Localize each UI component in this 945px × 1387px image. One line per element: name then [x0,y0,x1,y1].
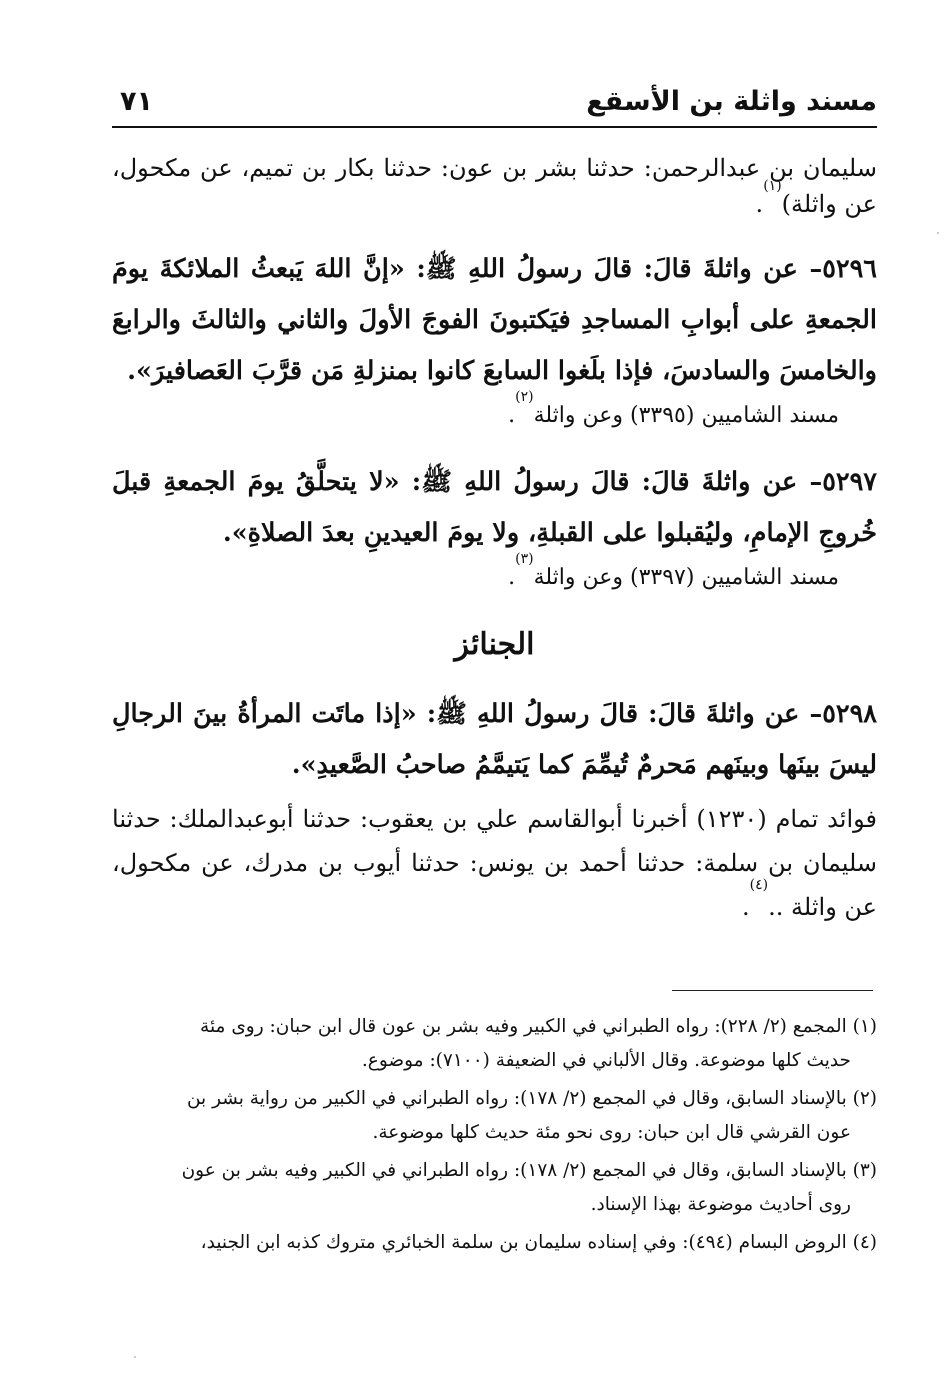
footnote-text: الروض البسام (٤٩٤): وفي إسناده سليمان بن سلمة الخبائري متروك كذبه ابن الجنيد، [200,1232,847,1253]
footnote-1 [112,1010,877,1078]
footnote-ref-4[interactable]: (٤) [749,877,769,893]
scan-speck [134,1356,136,1358]
main-text [112,150,877,929]
source-text: فوائد تمام (١٢٣٠) أخبرنا أبوالقاسم علي بن يعقوب: حدثنا أبوعبدالملك: حدثنا سليمان بن سلمة: حدثنا أحمد بن يونس: حدثنا أيوب بن مدرك، عن مكحول، عن واثلة .. [112,805,877,921]
hadith-source [112,389,839,435]
intro-paragraph [112,150,877,222]
footnote-text: بالإسناد السابق، وقال في المجمع (٢/ ١٧٨): رواه الطبراني في الكبير من رواية بشر بن [186,1088,847,1109]
footnote-marker: (١) [852,1016,877,1037]
footnote-separator [672,990,873,991]
footnote-ref-3[interactable]: (٣) [515,551,534,567]
hadith-number: ٥٢٩٧ [822,467,877,497]
footnote-text-cont: عون القرشي قال ابن حبان: روى نحو مئة حديث كلها موضوعة. [372,1122,851,1143]
intro-tail: . [755,190,764,218]
footnotes [112,1010,877,1264]
hadith-text: – عن واثلةَ قالَ: قالَ رسولُ اللهِ ﷺ: «لا يتحلَّقُ يومَ الجمعةِ قبلَ خُروجِ الإمامِ، وليُقبلوا على القبلةِ، ولا يومَ العيدينِ بعدَ الصلاةِ». [112,467,877,548]
hadith-5297 [112,457,877,559]
hadith-source [112,797,877,929]
hadith-number: ٥٢٩٦ [822,254,877,284]
section-heading: الجنائز [454,627,535,662]
footnote-text: بالإسناد السابق، وقال في المجمع (٢/ ١٧٨): رواه الطبراني في الكبير وفيه بشر بن عون [181,1160,847,1181]
source-text: مسند الشاميين (٣٣٩٧) وعن واثلة [533,565,839,590]
footnote-marker: (٤) [852,1232,877,1253]
footnote-marker: (٢) [852,1088,877,1109]
hadith-5298 [112,689,877,791]
footnote-text-cont: حديث كلها موضوعة. وقال الألباني في الضعيفة (٧١٠٠): موضوع. [361,1050,851,1071]
source-text: مسند الشاميين (٣٣٩٥) وعن واثلة [533,403,839,428]
source-tail: . [508,565,516,590]
footnote-ref-1[interactable]: (١) [763,178,782,194]
page-header [112,82,877,128]
footnote-3 [112,1154,877,1222]
scan-speck [937,232,939,234]
hadith-5296 [112,244,877,397]
footnote-2 [112,1082,877,1150]
footnote-text: المجمع (٢/ ٢٢٨): رواه الطبراني في الكبير وفيه بشر بن عون قال ابن حبان: روى مئة [200,1016,847,1037]
page-number: ٧١ [120,86,153,117]
book-title: مسند واثلة بن الأسقع [586,86,877,117]
source-tail: . [742,893,750,921]
footnote-marker: (٣) [852,1160,877,1181]
hadith-source [112,551,839,597]
footnote-text-cont: روى أحاديث موضوعة بهذا الإسناد. [590,1194,851,1215]
intro-text: سليمان بن عبدالرحمن: حدثنا بشر بن عون: حدثنا بكار بن تميم، عن مكحول، عن واثلة) [112,154,877,218]
footnote-4 [112,1226,877,1260]
footnote-ref-2[interactable]: (٢) [515,389,534,405]
hadith-text: – عن واثلةَ قالَ: قالَ رسولُ اللهِ ﷺ: «إنَّ اللهَ يَبعثُ الملائكةَ يومَ الجمعةِ على أبوابِ المساجدِ فيَكتبونَ الفوجَ الأولَ والثاني والثالثَ والرابعَ والخامسَ والسادسَ، فإذا بلَغوا السابعَ كانوا بمنزلةِ مَن قرَّبَ العَصافيرَ». [112,254,877,386]
hadith-number: ٥٢٩٨ [822,699,877,729]
hadith-text: – عن واثلةَ قالَ: قالَ رسولُ اللهِ ﷺ: «إذا ماتَت المرأةُ بينَ الرجالِ ليسَ بينَها وبينَهم مَحرمٌ تُيمِّمَ كما يَتيمَّمُ صاحبُ الصَّعيدِ». [112,699,877,780]
source-tail: . [508,403,516,428]
